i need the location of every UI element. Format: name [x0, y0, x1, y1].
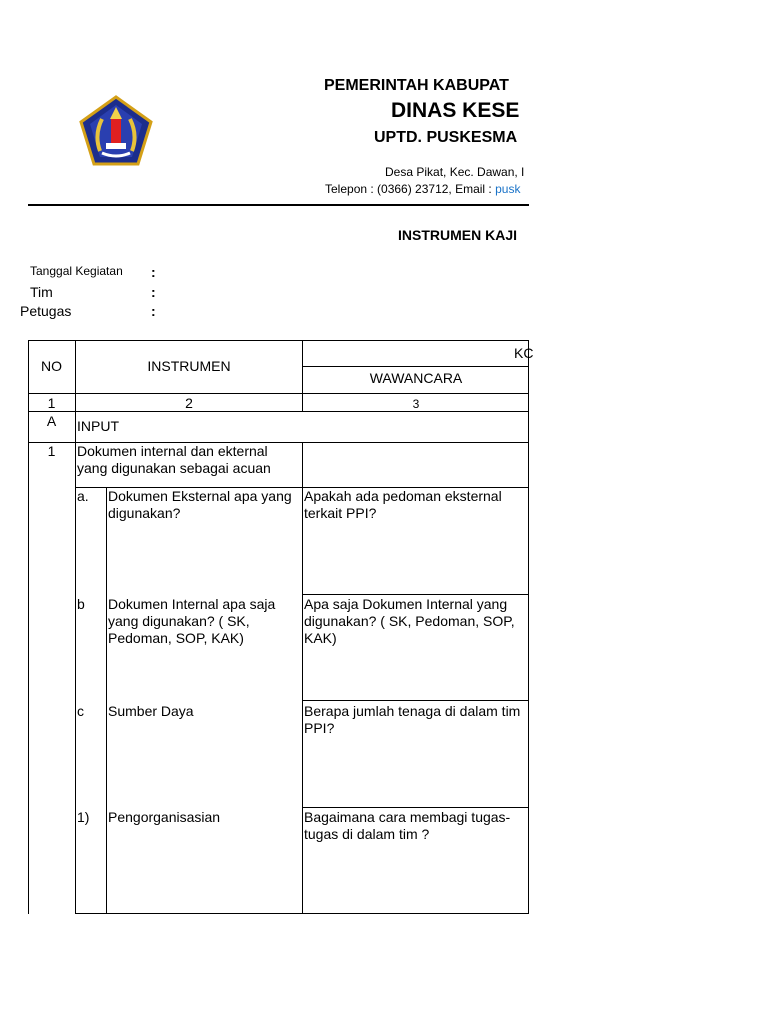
row-key: 1)	[77, 809, 90, 825]
header-phone: Telepon : (0366) 23712, Email :	[325, 182, 496, 196]
header-contact	[325, 182, 520, 196]
column-number-1: 1	[47, 395, 56, 411]
row-number: 1	[47, 443, 56, 459]
meta-tim-label: Tim	[30, 284, 53, 300]
row-instrumen: Sumber Daya	[108, 703, 194, 719]
column-header-instrumen: INSTRUMEN	[147, 358, 231, 374]
meta-tanggal-label: Tanggal Kegiatan	[30, 264, 123, 278]
column-number-3: 3	[412, 397, 420, 411]
column-header-no: NO	[41, 358, 62, 374]
meta-tanggal-colon: :	[151, 264, 156, 280]
header-government: PEMERINTAH KABUPAT	[324, 77, 509, 94]
header-email-link[interactable]: pusk	[495, 182, 521, 196]
header-divider	[28, 204, 529, 206]
row-instrumen: Pengorganisasian	[108, 809, 221, 825]
meta-petugas-label: Petugas	[20, 303, 72, 319]
meta-petugas-colon: :	[151, 303, 156, 319]
column-header-group: KC	[514, 345, 534, 361]
regency-emblem-icon	[78, 95, 154, 167]
row-key: b	[77, 596, 85, 612]
header-department: DINAS KESE	[391, 99, 520, 122]
row-wawancara: Bagaimana cara membagi tugas-tugas di dalam tim ?	[304, 809, 511, 842]
row-wawancara: Apakah ada pedoman eksternal terkait PPI?	[304, 488, 502, 521]
row-instrumen: Dokumen Internal apa saja yang digunakan? ( SK, Pedoman, SOP, KAK)	[108, 596, 276, 646]
meta-tim-colon: :	[151, 284, 156, 300]
column-number-2: 2	[185, 395, 193, 411]
header-unit: UPTD. PUSKESMA	[374, 129, 518, 146]
row-instrumen: Dokumen Eksternal apa yang digunakan?	[108, 488, 292, 521]
section-label: INPUT	[77, 418, 119, 434]
header-address: Desa Pikat, Kec. Dawan, I	[385, 165, 525, 179]
row-wawancara: Berapa jumlah tenaga di dalam tim PPI?	[304, 703, 521, 736]
row-wawancara: Apa saja Dokumen Internal yang digunakan? ( SK, Pedoman, SOP, KAK)	[304, 596, 515, 646]
section-letter: A	[46, 413, 57, 429]
column-header-wawancara: WAWANCARA	[369, 370, 463, 386]
document-title: INSTRUMEN KAJI	[398, 227, 518, 243]
row-key: a.	[77, 488, 89, 504]
row-key: c	[77, 703, 84, 719]
row-description: Dokumen internal dan ekternal yang digunakan sebagai acuan	[77, 443, 271, 476]
